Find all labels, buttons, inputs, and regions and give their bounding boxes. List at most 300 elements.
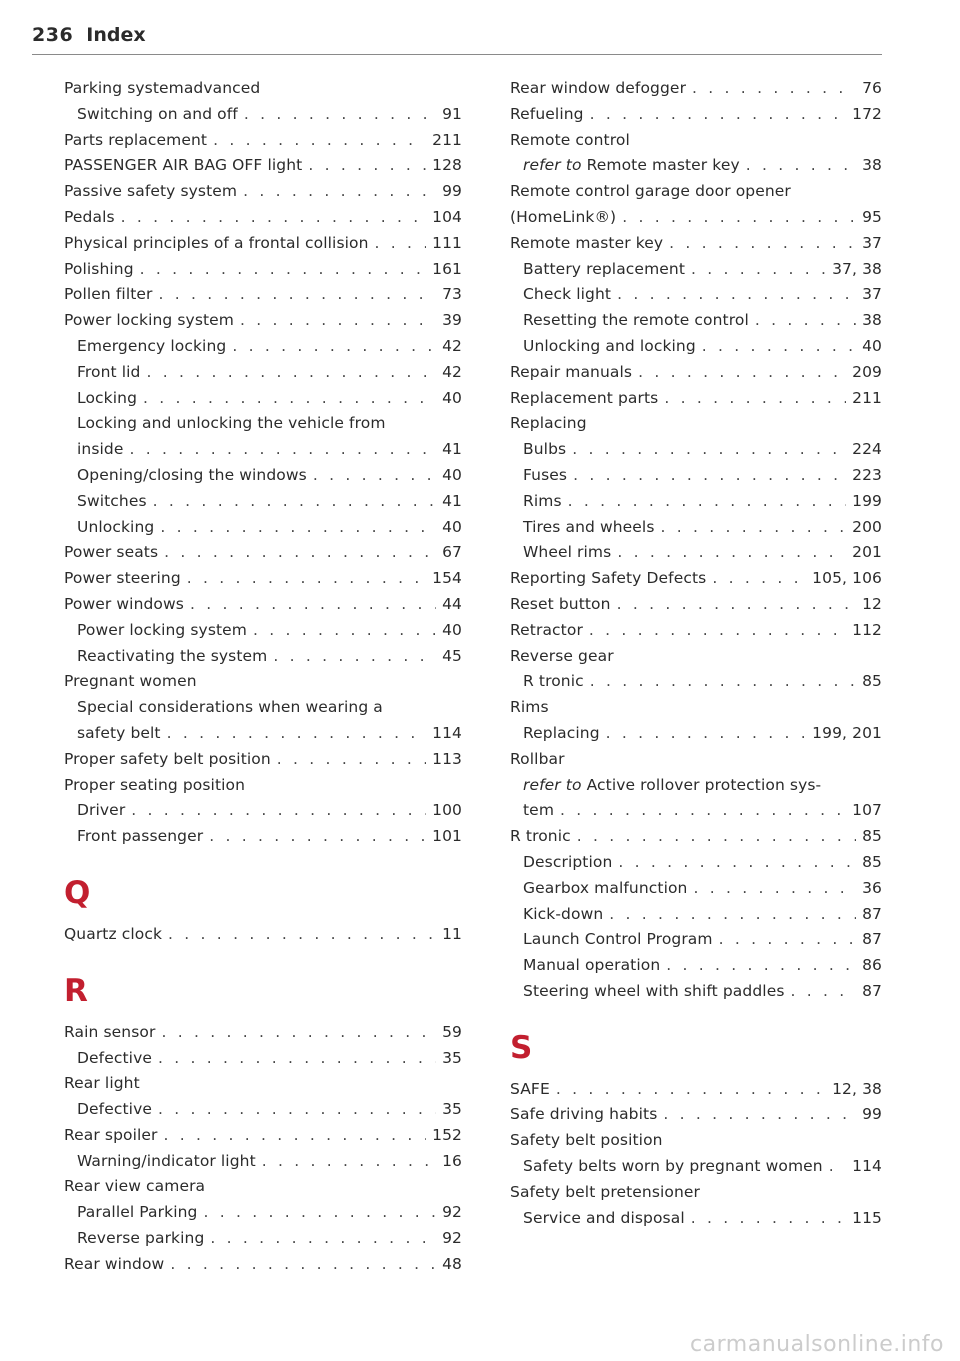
entry-label bbox=[77, 824, 203, 850]
entry-label bbox=[523, 850, 612, 876]
entry-text: Special considerations when wearing a bbox=[77, 698, 383, 717]
entry-label bbox=[510, 76, 686, 102]
page-reference[interactable]: 37 bbox=[862, 233, 882, 252]
entry-text: Parallel Parking bbox=[77, 1203, 198, 1222]
dot-leader bbox=[609, 902, 856, 928]
dot-leader bbox=[590, 669, 856, 695]
entry-label bbox=[77, 695, 383, 721]
entry-text: Switches bbox=[77, 491, 147, 510]
page-reference[interactable]: 85 bbox=[862, 827, 882, 846]
page-reference[interactable]: 152 bbox=[432, 1125, 462, 1144]
page-reference[interactable]: 105, 106 bbox=[812, 569, 882, 588]
entry-text: tem bbox=[523, 801, 555, 820]
entry-label bbox=[523, 153, 740, 179]
entry-label bbox=[77, 515, 154, 541]
index-entry bbox=[64, 922, 462, 948]
index-subentry bbox=[64, 411, 462, 437]
dot-leader bbox=[203, 1200, 436, 1226]
index-entry bbox=[510, 360, 882, 386]
entry-text: Kick-down bbox=[523, 904, 604, 923]
entry-text: Parts replacement bbox=[64, 130, 208, 149]
page-reference[interactable]: 114 bbox=[852, 1157, 882, 1176]
page-reference[interactable]: 12 bbox=[862, 594, 882, 613]
page-reference[interactable]: 38 bbox=[862, 156, 882, 175]
entry-text: Rear view camera bbox=[64, 1177, 206, 1196]
entry-text: Steering wheel with shift paddles bbox=[523, 981, 785, 1000]
entry-label bbox=[77, 798, 125, 824]
index-entry bbox=[510, 205, 882, 231]
page-reference[interactable]: 87 bbox=[862, 930, 882, 949]
index-entry bbox=[510, 1180, 882, 1206]
entry-label bbox=[510, 360, 632, 386]
entry-label bbox=[510, 1128, 663, 1154]
page-reference[interactable]: 115 bbox=[852, 1208, 882, 1227]
entry-text: Safety belt position bbox=[510, 1131, 663, 1150]
dot-leader bbox=[691, 257, 826, 283]
index-entry bbox=[510, 824, 882, 850]
entry-text: Emergency locking bbox=[77, 336, 227, 355]
index-subentry bbox=[510, 773, 882, 799]
index-entry bbox=[64, 1123, 462, 1149]
dot-leader bbox=[140, 257, 426, 283]
page-reference[interactable]: 59 bbox=[442, 1022, 462, 1041]
dot-leader bbox=[573, 463, 846, 489]
entry-label bbox=[77, 360, 140, 386]
page-reference[interactable]: 12, 38 bbox=[832, 1079, 882, 1098]
index-column-right bbox=[510, 76, 882, 1231]
entry-text: R tronic bbox=[510, 827, 571, 846]
page-reference[interactable]: 201 bbox=[852, 543, 882, 562]
entry-label bbox=[510, 566, 706, 592]
entry-label bbox=[64, 308, 234, 334]
page-reference[interactable]: 107 bbox=[852, 801, 882, 820]
page-reference[interactable]: 85 bbox=[862, 672, 882, 691]
page-reference[interactable]: 209 bbox=[852, 362, 882, 381]
index-entry bbox=[510, 179, 882, 205]
dot-leader bbox=[158, 1097, 436, 1123]
entry-text: Remote master key bbox=[586, 156, 740, 175]
entry-text: R tronic bbox=[523, 672, 584, 691]
page-reference[interactable]: 86 bbox=[862, 956, 882, 975]
page-reference[interactable]: 85 bbox=[862, 852, 882, 871]
cross-reference: refer to bbox=[523, 156, 582, 175]
dot-leader bbox=[253, 618, 436, 644]
page-reference[interactable]: 111 bbox=[432, 233, 462, 252]
page-reference[interactable]: 73 bbox=[442, 285, 462, 304]
entry-text: Polishing bbox=[64, 259, 134, 278]
entry-label bbox=[523, 721, 600, 747]
index-subentry bbox=[64, 695, 462, 721]
dot-leader bbox=[638, 360, 846, 386]
entry-text: safety belt bbox=[77, 723, 161, 742]
page-reference[interactable]: 11 bbox=[442, 924, 462, 943]
entry-label bbox=[77, 1097, 152, 1123]
dot-leader bbox=[617, 282, 856, 308]
dot-leader bbox=[213, 128, 426, 154]
entry-text: Power steering bbox=[64, 569, 181, 588]
index-entry bbox=[510, 1102, 882, 1128]
index-entry bbox=[510, 592, 882, 618]
index-subentry bbox=[510, 927, 882, 953]
page-reference[interactable]: 92 bbox=[442, 1229, 462, 1248]
index-subentry bbox=[510, 437, 882, 463]
index-subentry bbox=[64, 360, 462, 386]
page-reference[interactable]: 161 bbox=[432, 259, 462, 278]
entry-label bbox=[523, 308, 749, 334]
entry-label bbox=[510, 644, 614, 670]
page-header bbox=[32, 24, 882, 55]
entry-label bbox=[523, 876, 687, 902]
entry-text: Replacing bbox=[523, 723, 600, 742]
page-reference[interactable]: 16 bbox=[442, 1151, 462, 1170]
entry-label bbox=[510, 747, 565, 773]
dot-leader bbox=[161, 1020, 436, 1046]
page-reference[interactable]: 199 bbox=[852, 491, 882, 510]
index-subentry bbox=[64, 334, 462, 360]
entry-text: Rear light bbox=[64, 1074, 140, 1093]
dot-leader bbox=[167, 721, 427, 747]
index-subentry bbox=[510, 515, 882, 541]
section-letter-q: Q bbox=[64, 874, 91, 911]
index-subentry bbox=[510, 489, 882, 515]
dot-leader bbox=[693, 876, 856, 902]
index-subentry bbox=[64, 463, 462, 489]
index-entry bbox=[64, 566, 462, 592]
page-reference[interactable]: 200 bbox=[852, 517, 882, 536]
entry-text: Rims bbox=[523, 491, 562, 510]
page-reference[interactable]: 48 bbox=[442, 1254, 462, 1273]
entry-text: Pedals bbox=[64, 207, 115, 226]
index-entry bbox=[64, 282, 462, 308]
entry-label bbox=[64, 179, 237, 205]
page-reference[interactable]: 67 bbox=[442, 543, 462, 562]
page-reference[interactable]: 40 bbox=[862, 336, 882, 355]
page-reference[interactable]: 224 bbox=[852, 440, 882, 459]
page-reference[interactable]: 38 bbox=[862, 311, 882, 330]
entry-text: Defective bbox=[77, 1100, 152, 1119]
page-reference[interactable]: 154 bbox=[432, 569, 462, 588]
page-number: 236 bbox=[32, 24, 74, 46]
page-reference[interactable]: 45 bbox=[442, 646, 462, 665]
entry-text: Unlocking bbox=[77, 517, 155, 536]
section-letter-s: S bbox=[510, 1029, 533, 1066]
entry-label bbox=[77, 102, 238, 128]
page-reference[interactable]: 199, 201 bbox=[812, 723, 882, 742]
index-entry bbox=[64, 257, 462, 283]
page-reference[interactable]: 114 bbox=[432, 723, 462, 742]
dot-leader bbox=[143, 386, 436, 412]
dot-leader bbox=[661, 515, 847, 541]
entry-text: Front passenger bbox=[77, 827, 204, 846]
entry-text: Physical principles of a frontal collision bbox=[64, 233, 369, 252]
page-reference[interactable]: 37, 38 bbox=[832, 259, 882, 278]
dot-leader bbox=[273, 644, 436, 670]
entry-text: Rear window bbox=[64, 1254, 165, 1273]
dot-leader bbox=[746, 153, 856, 179]
dot-leader bbox=[130, 437, 437, 463]
index-entry bbox=[510, 128, 882, 154]
entry-text: Wheel rims bbox=[523, 543, 612, 562]
index-subentry bbox=[510, 902, 882, 928]
entry-label bbox=[510, 824, 571, 850]
entry-text: Reactivating the system bbox=[77, 646, 268, 665]
index-entry bbox=[64, 1174, 462, 1200]
index-entry bbox=[510, 695, 882, 721]
entry-text: Passive safety system bbox=[64, 182, 238, 201]
index-entry bbox=[64, 128, 462, 154]
entry-label bbox=[510, 231, 663, 257]
page-reference[interactable]: 91 bbox=[442, 104, 462, 123]
page-reference[interactable]: 76 bbox=[862, 79, 882, 97]
dot-leader bbox=[146, 360, 436, 386]
dot-leader bbox=[190, 592, 436, 618]
page-reference[interactable]: 44 bbox=[442, 594, 462, 613]
entry-label bbox=[64, 1071, 140, 1097]
page-reference[interactable]: 40 bbox=[442, 517, 462, 536]
entry-label bbox=[510, 592, 611, 618]
entry-label bbox=[510, 411, 587, 437]
entry-label bbox=[64, 922, 162, 948]
entry-label bbox=[523, 257, 685, 283]
entry-text: Reporting Safety Defects bbox=[510, 569, 707, 588]
index-subentry bbox=[64, 824, 462, 850]
entry-text: Bulbs bbox=[523, 440, 567, 459]
index-subentry bbox=[510, 463, 882, 489]
entry-label bbox=[64, 592, 184, 618]
entry-text: Proper safety belt position bbox=[64, 749, 271, 768]
index-entry bbox=[510, 76, 882, 102]
entry-label bbox=[77, 463, 307, 489]
entry-text: Defective bbox=[77, 1048, 152, 1067]
index-subentry bbox=[510, 669, 882, 695]
index-subentry bbox=[510, 1206, 882, 1232]
entry-text: Proper seating position bbox=[64, 775, 246, 794]
index-subentry bbox=[510, 540, 882, 566]
index-subentry bbox=[510, 308, 882, 334]
entry-label bbox=[510, 1077, 550, 1103]
entry-label bbox=[523, 773, 821, 799]
index-entry bbox=[510, 644, 882, 670]
page-reference[interactable]: 39 bbox=[442, 311, 462, 330]
page-reference[interactable]: 128 bbox=[432, 156, 462, 175]
index-entry bbox=[510, 1077, 882, 1103]
page-reference[interactable]: 42 bbox=[442, 336, 462, 355]
page-reference[interactable]: 41 bbox=[442, 491, 462, 510]
entry-text: Refueling bbox=[510, 104, 584, 123]
index-subentry bbox=[510, 850, 882, 876]
entry-label bbox=[523, 979, 785, 1005]
dot-leader bbox=[664, 386, 846, 412]
entry-text: Power windows bbox=[64, 594, 184, 613]
page-reference[interactable]: 101 bbox=[432, 827, 462, 846]
dot-leader bbox=[232, 334, 436, 360]
entry-text: Safety belts worn by pregnant women bbox=[523, 1157, 823, 1176]
entry-text: Rollbar bbox=[510, 749, 565, 768]
entry-label bbox=[77, 1200, 197, 1226]
page-reference[interactable]: 35 bbox=[442, 1100, 462, 1119]
dot-leader bbox=[164, 540, 436, 566]
page-reference[interactable]: 40 bbox=[442, 620, 462, 639]
entry-label bbox=[64, 1123, 158, 1149]
entry-text: Description bbox=[523, 852, 613, 871]
dot-leader bbox=[669, 231, 856, 257]
page-reference[interactable]: 41 bbox=[442, 440, 462, 459]
index-entry bbox=[64, 1252, 462, 1278]
dot-leader bbox=[589, 618, 846, 644]
index-entry bbox=[64, 540, 462, 566]
page-reference[interactable]: 87 bbox=[862, 981, 882, 1000]
dot-leader bbox=[755, 308, 856, 334]
index-subentry bbox=[64, 798, 462, 824]
entry-label bbox=[64, 669, 197, 695]
index-entry bbox=[510, 411, 882, 437]
entry-label bbox=[64, 128, 207, 154]
index-subentry bbox=[510, 153, 882, 179]
index-entry bbox=[510, 231, 882, 257]
index-entry bbox=[510, 747, 882, 773]
entry-text: Fuses bbox=[523, 465, 568, 484]
entry-text: Repair manuals bbox=[510, 362, 633, 381]
page-reference[interactable]: 112 bbox=[852, 620, 882, 639]
entry-label bbox=[510, 695, 549, 721]
entry-text: Rims bbox=[510, 698, 549, 717]
page-reference[interactable]: 92 bbox=[442, 1203, 462, 1222]
page-reference[interactable]: 113 bbox=[432, 749, 462, 768]
dot-leader bbox=[277, 747, 426, 773]
dot-leader bbox=[170, 1252, 436, 1278]
entry-text: Reverse gear bbox=[510, 646, 614, 665]
cross-reference: refer to bbox=[523, 775, 582, 794]
dot-leader bbox=[829, 1154, 846, 1180]
index-entry bbox=[64, 773, 462, 799]
dot-leader bbox=[568, 489, 846, 515]
dot-leader bbox=[617, 592, 857, 618]
page-reference[interactable]: 211 bbox=[432, 130, 462, 149]
entry-text: Parking systemadvanced bbox=[64, 79, 261, 97]
dot-leader bbox=[702, 334, 856, 360]
page-reference[interactable]: 42 bbox=[442, 362, 462, 381]
dot-leader bbox=[606, 721, 807, 747]
entry-text: Pollen filter bbox=[64, 285, 153, 304]
entry-text: Quartz clock bbox=[64, 924, 163, 943]
dot-leader bbox=[617, 540, 846, 566]
dot-leader bbox=[560, 798, 846, 824]
dot-leader bbox=[692, 76, 856, 102]
entry-text: Manual operation bbox=[523, 956, 661, 975]
entry-text: Unlocking and locking bbox=[523, 336, 696, 355]
page-reference[interactable]: 99 bbox=[442, 182, 462, 201]
index-entry bbox=[64, 592, 462, 618]
entry-label bbox=[510, 179, 791, 205]
dot-leader bbox=[159, 282, 437, 308]
index-subentry bbox=[510, 876, 882, 902]
page-reference[interactable]: 211 bbox=[852, 388, 882, 407]
dot-leader bbox=[243, 179, 436, 205]
dot-leader bbox=[160, 515, 436, 541]
index-subentry bbox=[64, 1097, 462, 1123]
entry-label bbox=[523, 953, 660, 979]
entry-text: Power locking system bbox=[64, 311, 235, 330]
page-reference[interactable]: 40 bbox=[442, 465, 462, 484]
index-subentry bbox=[510, 1154, 882, 1180]
entry-label bbox=[510, 618, 583, 644]
page-reference[interactable]: 37 bbox=[862, 285, 882, 304]
entry-text: Remote control bbox=[510, 130, 630, 149]
index-entry bbox=[510, 566, 882, 592]
entry-label bbox=[64, 282, 153, 308]
entry-text: Retractor bbox=[510, 620, 583, 639]
dot-leader bbox=[556, 1077, 826, 1103]
dot-leader bbox=[590, 102, 847, 128]
index-subentry bbox=[510, 282, 882, 308]
entry-text: Gearbox malfunction bbox=[523, 878, 688, 897]
page-reference[interactable]: 99 bbox=[862, 1105, 882, 1124]
index-entry bbox=[64, 231, 462, 257]
page-reference[interactable]: 172 bbox=[852, 104, 882, 123]
entry-text: Switching on and off bbox=[77, 104, 238, 123]
page-reference[interactable]: 36 bbox=[862, 878, 882, 897]
entry-label bbox=[523, 1206, 685, 1232]
entry-label bbox=[77, 386, 137, 412]
dot-leader bbox=[691, 1206, 846, 1232]
dot-leader bbox=[308, 153, 426, 179]
index-subentry bbox=[64, 489, 462, 515]
entry-label bbox=[523, 282, 611, 308]
dot-leader bbox=[187, 566, 426, 592]
dot-leader bbox=[313, 463, 436, 489]
page-reference[interactable]: 35 bbox=[442, 1048, 462, 1067]
entry-label bbox=[510, 128, 630, 154]
dot-leader bbox=[209, 824, 426, 850]
entry-text: Warning/indicator light bbox=[77, 1151, 256, 1170]
entry-text: Launch Control Program bbox=[523, 930, 713, 949]
entry-label bbox=[77, 1046, 152, 1072]
page-reference[interactable]: 87 bbox=[862, 904, 882, 923]
entry-label bbox=[523, 515, 655, 541]
index-entry bbox=[510, 102, 882, 128]
entry-label bbox=[77, 1226, 204, 1252]
index-column-left bbox=[64, 76, 462, 1278]
entry-label bbox=[64, 1174, 205, 1200]
entry-label bbox=[523, 463, 567, 489]
dot-leader bbox=[663, 1102, 856, 1128]
index-entry bbox=[510, 386, 882, 412]
page-reference[interactable]: 95 bbox=[862, 207, 882, 226]
entry-label bbox=[523, 540, 611, 566]
entry-label bbox=[77, 411, 386, 437]
entry-text: Rear spoiler bbox=[64, 1125, 158, 1144]
entry-label bbox=[77, 437, 124, 463]
dot-leader bbox=[375, 231, 427, 257]
entry-text: Active rollover protection sys- bbox=[586, 775, 822, 794]
entry-text: Battery replacement bbox=[523, 259, 686, 278]
page-reference[interactable]: 40 bbox=[442, 388, 462, 407]
dot-leader bbox=[131, 798, 426, 824]
entry-text: Tires and wheels bbox=[523, 517, 655, 536]
index-subentry bbox=[64, 721, 462, 747]
index-entry bbox=[64, 179, 462, 205]
page-reference[interactable]: 223 bbox=[852, 465, 882, 484]
page-reference[interactable]: 100 bbox=[432, 801, 462, 820]
dot-leader bbox=[572, 437, 846, 463]
index-subentry bbox=[64, 618, 462, 644]
entry-label bbox=[523, 927, 713, 953]
entry-label bbox=[510, 386, 658, 412]
entry-text: Remote master key bbox=[510, 233, 664, 252]
page-reference[interactable]: 104 bbox=[432, 207, 462, 226]
entry-text: Pregnant women bbox=[64, 672, 197, 691]
index-subentry bbox=[64, 437, 462, 463]
